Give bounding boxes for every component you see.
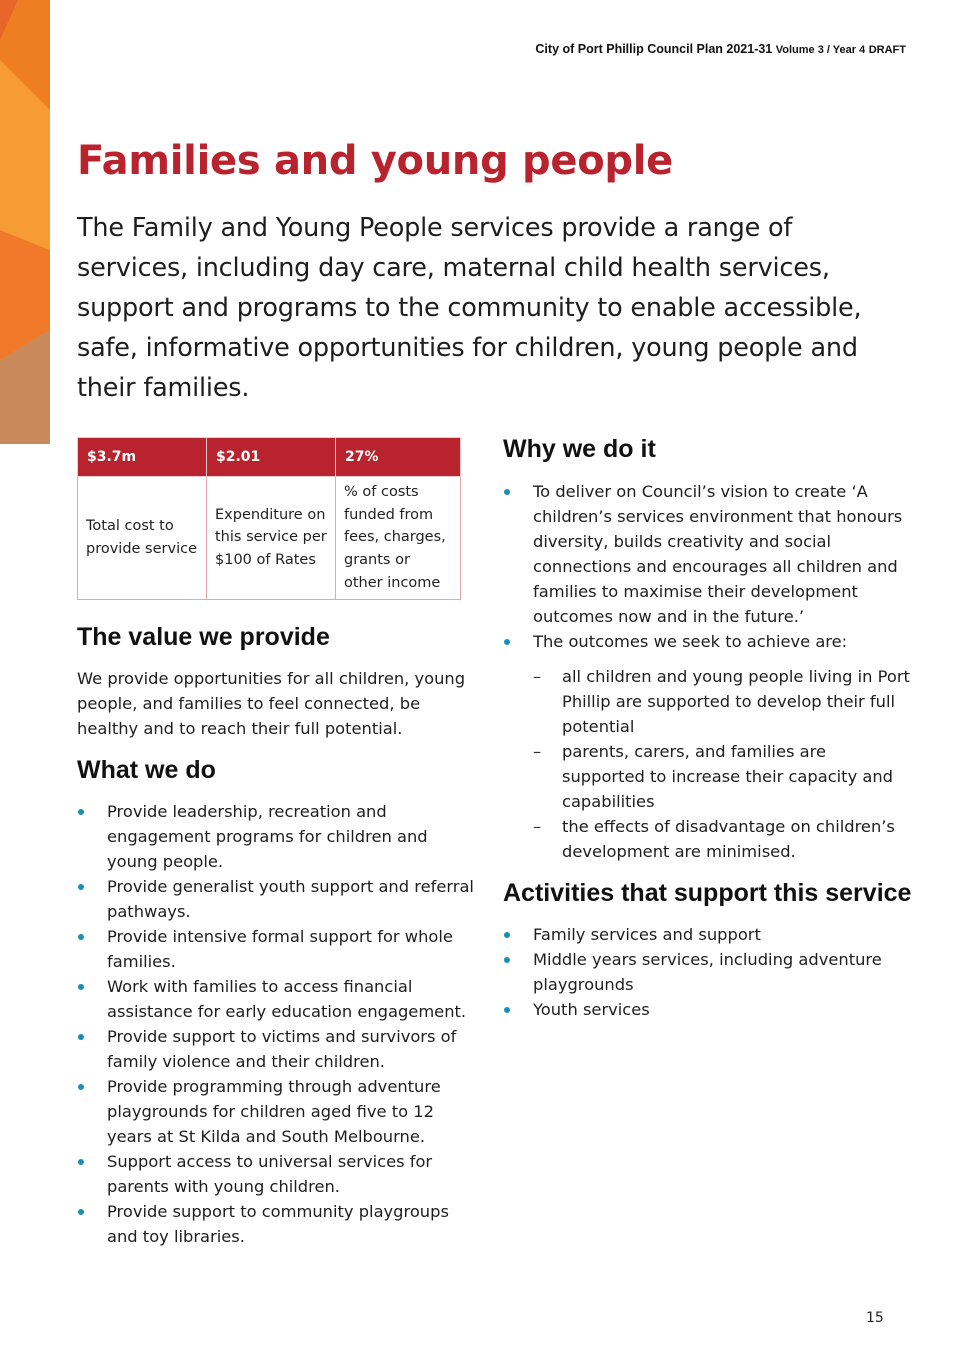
list-item: The outcomes we seek to achieve are: (503, 629, 913, 654)
decorative-side-band (0, 0, 50, 444)
list-item: Middle years services, including adventure playgrounds (503, 947, 913, 997)
list-item: Work with families to access financial assistance for early education engagement. (77, 974, 482, 1024)
bullet-icon (78, 1209, 84, 1215)
list-item: To deliver on Council’s vision to create ‘A children’s services environment that honours diversity, builds creativity and social connections and encourages all children and families to maximise their development outcomes now and in the future.’ (503, 479, 913, 629)
value-heading: The value we provide (77, 623, 330, 651)
bullet-icon (78, 1084, 84, 1090)
dash-icon: – (533, 817, 542, 836)
bullet-icon (78, 934, 84, 940)
bullet-icon (78, 1159, 84, 1165)
bullet-icon (78, 884, 84, 890)
list-item: – the effects of disadvantage on children’s development are minimised. (533, 814, 913, 864)
header-volume: Volume 3 / Year 4 (775, 44, 866, 56)
what-we-do-list (77, 799, 482, 1249)
intro-paragraph: The Family and Young People services provide a range of services, including day care, maternal child health services, support and programs to the community to enable accessible, safe, informative opportunities for children, young people and their families. (77, 213, 862, 403)
stat-value-expenditure: $2.01 (207, 438, 336, 477)
page-number: 15 (866, 1310, 884, 1326)
dash-icon: – (533, 742, 542, 761)
right-column (503, 432, 913, 1022)
what-we-do-heading: What we do (77, 756, 216, 784)
stat-value-funded: 27% (336, 438, 461, 477)
list-item: – all children and young people living in Port Phillip are supported to develop their full potential (533, 664, 913, 739)
bullet-icon (78, 1034, 84, 1040)
list-item: Family services and support (503, 922, 913, 947)
activities-list (503, 922, 913, 1022)
dash-icon: – (533, 667, 542, 686)
document-header (535, 42, 906, 56)
stats-table (77, 437, 461, 600)
bullet-icon (504, 1007, 510, 1013)
list-item: Provide generalist youth support and referral pathways. (77, 874, 482, 924)
list-item: Provide leadership, recreation and engagement programs for children and young people. (77, 799, 482, 874)
list-item: Youth services (503, 997, 913, 1022)
stat-label-funded: % of costs funded from fees, charges, grants or other income (336, 477, 461, 600)
bullet-icon (504, 489, 510, 495)
list-item: Provide support to victims and survivors of family violence and their children. (77, 1024, 482, 1074)
why-heading: Why we do it (503, 435, 656, 463)
header-status: DRAFT (868, 44, 906, 56)
list-item: Provide intensive formal support for whole families. (77, 924, 482, 974)
stat-label-expenditure: Expenditure on this service per $100 of Rates (207, 477, 336, 600)
page-title: Families and young people (77, 138, 673, 184)
bullet-icon (504, 932, 510, 938)
list-item: Provide support to community playgroups and toy libraries. (77, 1199, 482, 1249)
list-item: Support access to universal services for parents with young children. (77, 1149, 482, 1199)
stat-value-total-cost: $3.7m (78, 438, 207, 477)
left-column (77, 620, 482, 1249)
bullet-icon (78, 809, 84, 815)
bullet-icon (504, 639, 510, 645)
activities-heading: Activities that support this service (503, 879, 912, 907)
bullet-icon (78, 984, 84, 990)
stat-label-total-cost: Total cost to provide service (78, 477, 207, 600)
list-item: – parents, carers, and families are supported to increase their capacity and capabilities (533, 739, 913, 814)
why-list (503, 479, 913, 654)
bullet-icon (504, 957, 510, 963)
header-title: City of Port Phillip Council Plan 2021-31 (535, 42, 773, 56)
list-item: Provide programming through adventure playgrounds for children aged five to 12 years at St Kilda and South Melbourne. (77, 1074, 482, 1149)
value-text: We provide opportunities for all children, young people, and families to feel connected, be healthy and to reach their full potential. (77, 669, 466, 738)
outcomes-list (533, 664, 913, 864)
